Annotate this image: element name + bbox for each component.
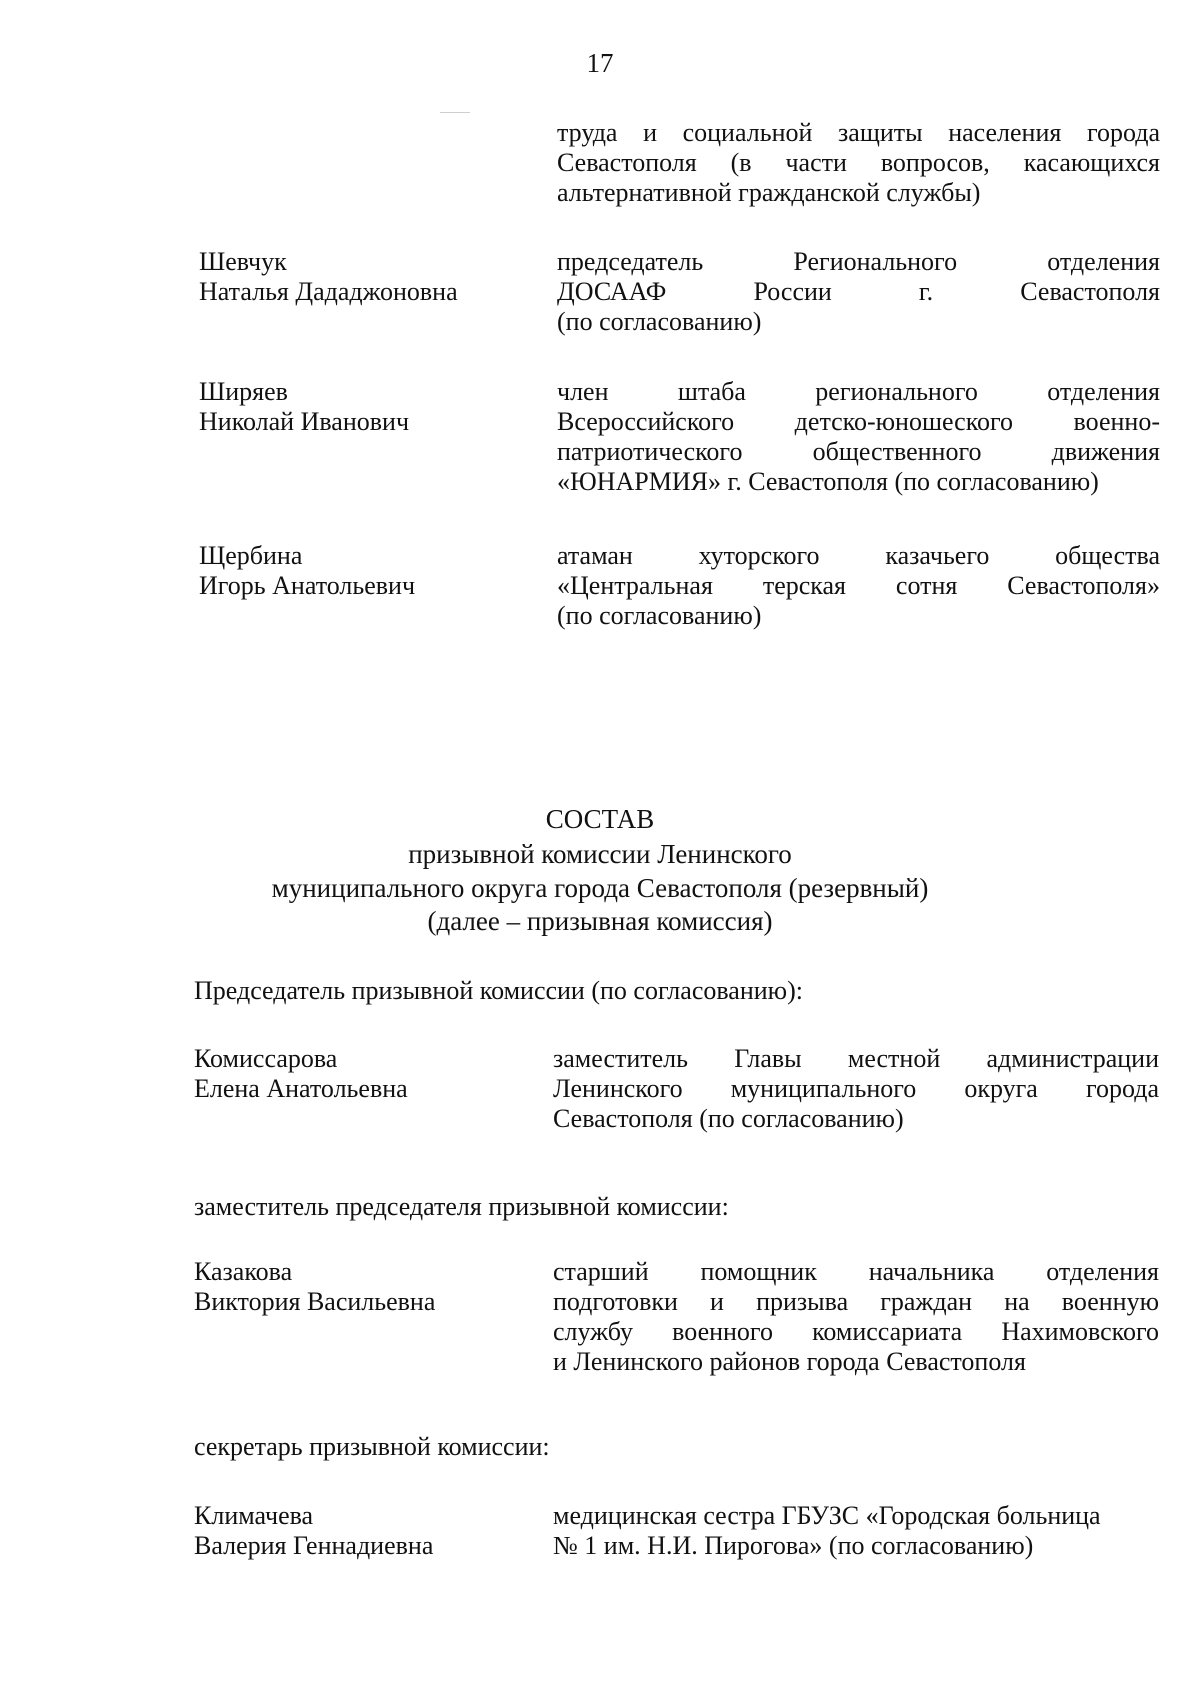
- desc-line: труда и социальной защиты населения города: [557, 118, 1160, 147]
- member-given-name: Виктория Васильевна: [194, 1287, 436, 1316]
- member-name: [194, 1501, 534, 1561]
- desc-line: медицинская сестра ГБУЗС «Городская больница: [553, 1501, 1101, 1530]
- desc-line: (по согласованию): [557, 601, 762, 630]
- member-position: [553, 1044, 1159, 1134]
- desc-line: атаман хуторского казачьего общества: [557, 541, 1160, 570]
- desc-line: председатель Регионального отделения: [557, 247, 1160, 276]
- member-surname: Шевчук: [199, 247, 287, 276]
- member-name: [194, 1257, 534, 1317]
- desc-line: подготовки и призыва граждан на военную: [553, 1287, 1159, 1316]
- desc-line: Севастополя (по согласованию): [553, 1104, 904, 1133]
- desc-line: «Центральная терская сотня Севастополя»: [557, 571, 1160, 600]
- section-subtitle-line: (далее – призывная комиссия): [427, 906, 773, 936]
- member-surname: Щербина: [199, 541, 303, 570]
- desc-line: (по согласованию): [557, 307, 762, 336]
- deputy-label: заместитель председателя призывной комиссии:: [194, 1192, 729, 1221]
- desc-line: член штаба регионального отделения: [557, 377, 1160, 406]
- desc-line: заместитель Главы местной администрации: [553, 1044, 1159, 1073]
- scan-artifact: [440, 112, 470, 113]
- desc-line: Ленинского муниципального округа города: [553, 1074, 1159, 1103]
- secretary-label: секретарь призывной комиссии:: [194, 1432, 550, 1461]
- continuation-text: [557, 118, 1160, 208]
- desc-line: патриотического общественного движения: [557, 437, 1160, 466]
- member-surname: Климачева: [194, 1501, 314, 1530]
- chair-label: Председатель призывной комиссии (по согласованию):: [194, 976, 803, 1005]
- member-surname: Комиссарова: [194, 1044, 338, 1073]
- member-position: [557, 377, 1160, 497]
- desc-line: и Ленинского районов города Севастополя: [553, 1347, 1026, 1376]
- member-position: [557, 247, 1160, 337]
- member-given-name: Николай Иванович: [199, 407, 410, 436]
- member-given-name: Елена Анатольевна: [194, 1074, 408, 1103]
- desc-line: старший помощник начальника отделения: [553, 1257, 1159, 1286]
- member-name: [199, 247, 539, 307]
- section-title: СОСТАВ: [545, 804, 655, 834]
- member-name: [199, 377, 539, 437]
- section-subtitle-line: муниципального округа города Севастополя (резервный): [271, 873, 929, 903]
- member-name: [194, 1044, 534, 1104]
- member-position: [553, 1501, 1159, 1561]
- desc-line: Севастополя (в части вопросов, касающихся: [557, 148, 1160, 177]
- member-surname: Казакова: [194, 1257, 293, 1286]
- desc-line: № 1 им. Н.И. Пирогова» (по согласованию): [553, 1531, 1034, 1560]
- desc-line: Всероссийского детско-юношеского военно-: [557, 407, 1160, 436]
- member-position: [553, 1257, 1159, 1377]
- section-subtitle-line: призывной комиссии Ленинского: [408, 839, 792, 869]
- desc-line: службу военного комиссариата Нахимовского: [553, 1317, 1159, 1346]
- member-given-name: Игорь Анатольевич: [199, 571, 416, 600]
- member-name: [199, 541, 539, 601]
- desc-line: альтернативной гражданской службы): [557, 178, 981, 207]
- member-given-name: Наталья Дададжоновна: [199, 277, 458, 306]
- member-given-name: Валерия Геннадиевна: [194, 1531, 434, 1560]
- desc-line: ДОСААФ России г. Севастополя: [557, 277, 1160, 306]
- member-position: [557, 541, 1160, 631]
- desc-line: «ЮНАРМИЯ» г. Севастополя (по согласованию): [557, 467, 1099, 496]
- page-number: 17: [586, 48, 614, 78]
- member-surname: Ширяев: [199, 377, 288, 406]
